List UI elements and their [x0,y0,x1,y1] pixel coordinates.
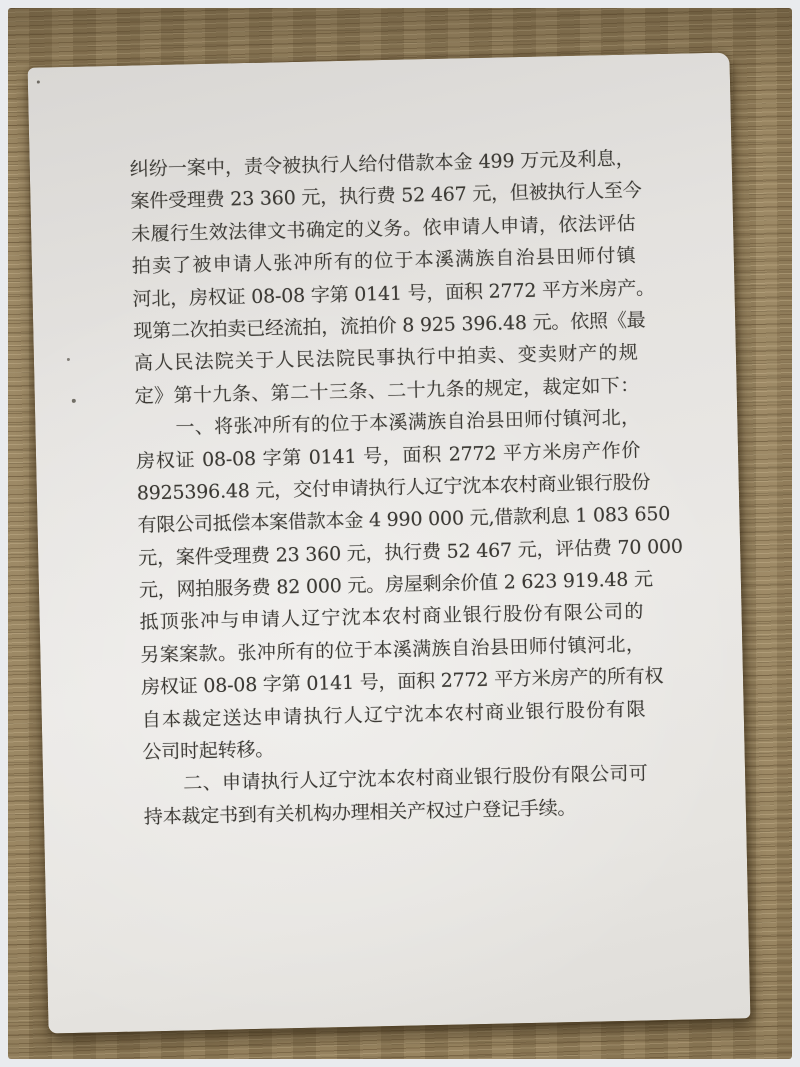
document-line: 抵顶张冲与申请人辽宁沈本农村商业银行股份有限公司的 [139,600,645,634]
document-line: 房权证 08-08 字第 0141 号，面积 2772 平方米房产作价 [135,438,642,473]
document-line: 案件受理费 23 360 元，执行费 52 467 元，但被执行人至今 [130,179,642,213]
document-line: 元，案件受理费 23 360 元，执行费 52 467 元，评估费 70 000 [138,535,684,570]
document-line: 拍卖了被申请人张冲所有的位于本溪满族自治县田师付镇 [131,244,638,278]
document-line: 自本裁定送达申请执行人辽宁沈本农村商业银行股份有限 [141,698,647,732]
paper-speck [67,358,70,361]
document-line: 另案案款。张冲所有的位于本溪满族自治县田师付镇河北， [140,633,646,667]
paper-speck [72,399,76,403]
document-line: 公司时起转移。 [142,738,275,764]
document-line: 持本裁定书到有关机构办理相关产权过户登记手续。 [143,796,577,829]
document-line: 现第二次拍卖已经流拍，流拍价 8 925 396.48 元。依照《最 [133,309,646,343]
document-line: 纠纷一案中，责令被执行人给付借款本金 499 万元及利息， [129,147,635,181]
document-paper [28,52,751,1033]
document-line: 一、将张冲所有的位于本溪满族自治县田师付镇河北， [175,406,641,439]
document-line: 未履行生效法律文书确定的义务。依申请人申请，依法评估 [130,212,637,246]
desk-photo [8,8,792,1059]
document-line: 定》第十九条、第二十三条、二十九条的规定，裁定如下： [134,374,640,408]
document-text [129,143,684,834]
document-line: 房权证 08-08 字第 0141 号，面积 2772 平方米房产的所有权 [140,665,664,699]
paper-speck [37,81,40,84]
document-line: 高人民法院关于人民法院民事执行中拍卖、变卖财产的规 [133,341,640,375]
document-line: 元，网拍服务费 82 000 元。房屋剩余价值 2 623 919.48 元 [138,568,654,602]
document-line: 8925396.48 元，交付申请执行人辽宁沈本农村商业银行股份 [136,471,651,505]
document-line: 河北，房权证 08-08 字第 0141 号，面积 2772 平方米房产。 [132,276,656,311]
document-line: 二、申请执行人辽宁沈本农村商业银行股份有限公司可 [182,762,649,795]
document-line: 有限公司抵偿本案借款本金 4 990 000 元,借款利息 1 083 650 [137,503,671,537]
